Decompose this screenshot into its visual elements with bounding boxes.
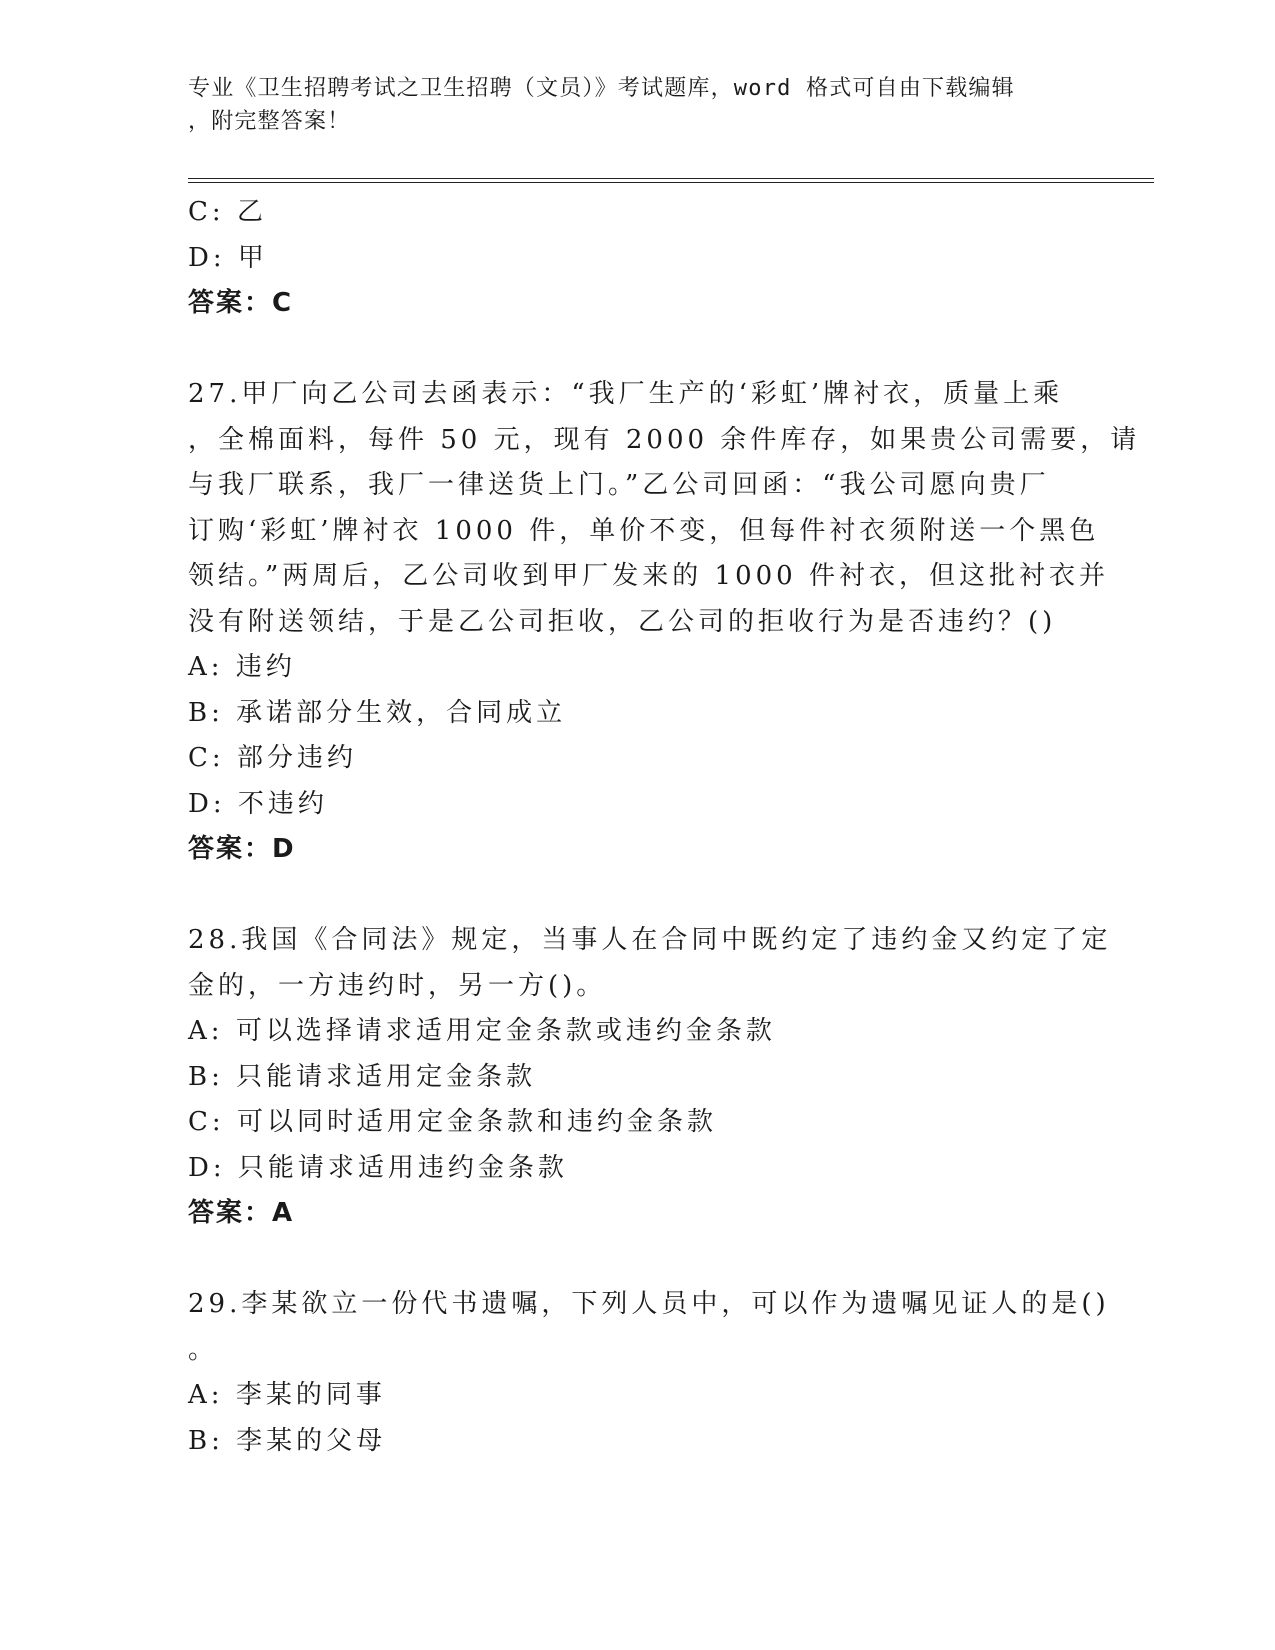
question-text-line: 28.我国《合同法》规定，当事人在合同中既约定了违约金又约定了定 xyxy=(188,925,1112,955)
header-line-2: ，附完整答案！ xyxy=(188,109,351,134)
option-a: A: 可以选择请求适用定金条款或违约金条款 xyxy=(188,1016,776,1046)
option-d: D: 只能请求适用违约金条款 xyxy=(188,1152,568,1183)
document-header xyxy=(188,72,1068,138)
prev-question xyxy=(188,190,1088,327)
option-b: B: 承诺部分生效，合同成立 xyxy=(188,697,567,728)
question-number: 28. xyxy=(188,925,242,955)
option-d: D: 甲 xyxy=(188,242,268,273)
question-text-line: ，全棉面料，每件 50 元，现有 2000 余件库存，如果贵公司需要，请 xyxy=(188,424,1141,455)
option-b: B: 只能请求适用定金条款 xyxy=(188,1061,537,1092)
question-text-line: 27.甲厂向乙公司去函表示：“我厂生产的‘彩虹’牌衬衣，质量上乘 xyxy=(188,379,1064,409)
question-text-line: 领结。”两周后，乙公司收到甲厂发来的 1000 件衬衣，但这批衬衣并 xyxy=(188,561,1109,591)
header-divider-top xyxy=(188,178,1154,179)
option-c: C: 可以同时适用定金条款和违约金条款 xyxy=(188,1107,717,1137)
question-number: 27. xyxy=(188,379,242,409)
option-b: B: 李某的父母 xyxy=(188,1425,387,1456)
answer-line: 答案：C xyxy=(188,288,294,318)
header-line-1: 专业《卫生招聘考试之卫生招聘（文员）》考试题库，word 格式可自由下载编辑 xyxy=(188,76,1015,101)
question-text-line: 订购‘彩虹’牌衬衣 1000 件，单价不变，但每件衬衣须附送一个黑色 xyxy=(188,515,1100,546)
question-number: 29. xyxy=(188,1289,242,1319)
question-27 xyxy=(188,372,1141,873)
question-29 xyxy=(188,1282,1110,1464)
question-content xyxy=(188,190,1141,1464)
option-a: A: 违约 xyxy=(188,652,296,682)
option-d: D: 不违约 xyxy=(188,788,328,819)
option-c: C: 部分违约 xyxy=(188,743,357,773)
answer-line: 答案：D xyxy=(188,834,296,864)
question-text-line: 。 xyxy=(188,1334,219,1365)
question-text-line: 29.李某欲立一份代书遗嘱，下列人员中，可以作为遗嘱见证人的是() xyxy=(188,1289,1110,1319)
question-text-line: 与我厂联系，我厂一律送货上门。”乙公司回函：“我公司愿向贵厂 xyxy=(188,470,1050,500)
question-text-line: 金的，一方违约时，另一方()。 xyxy=(188,970,607,1001)
question-text-line: 没有附送领结，于是乙公司拒收，乙公司的拒收行为是否违约？() xyxy=(188,606,1057,637)
header-divider-bottom xyxy=(188,182,1154,183)
option-a: A: 李某的同事 xyxy=(188,1380,386,1410)
answer-line: 答案：A xyxy=(188,1198,295,1228)
option-c: C: 乙 xyxy=(188,197,267,227)
question-28 xyxy=(188,918,1112,1237)
